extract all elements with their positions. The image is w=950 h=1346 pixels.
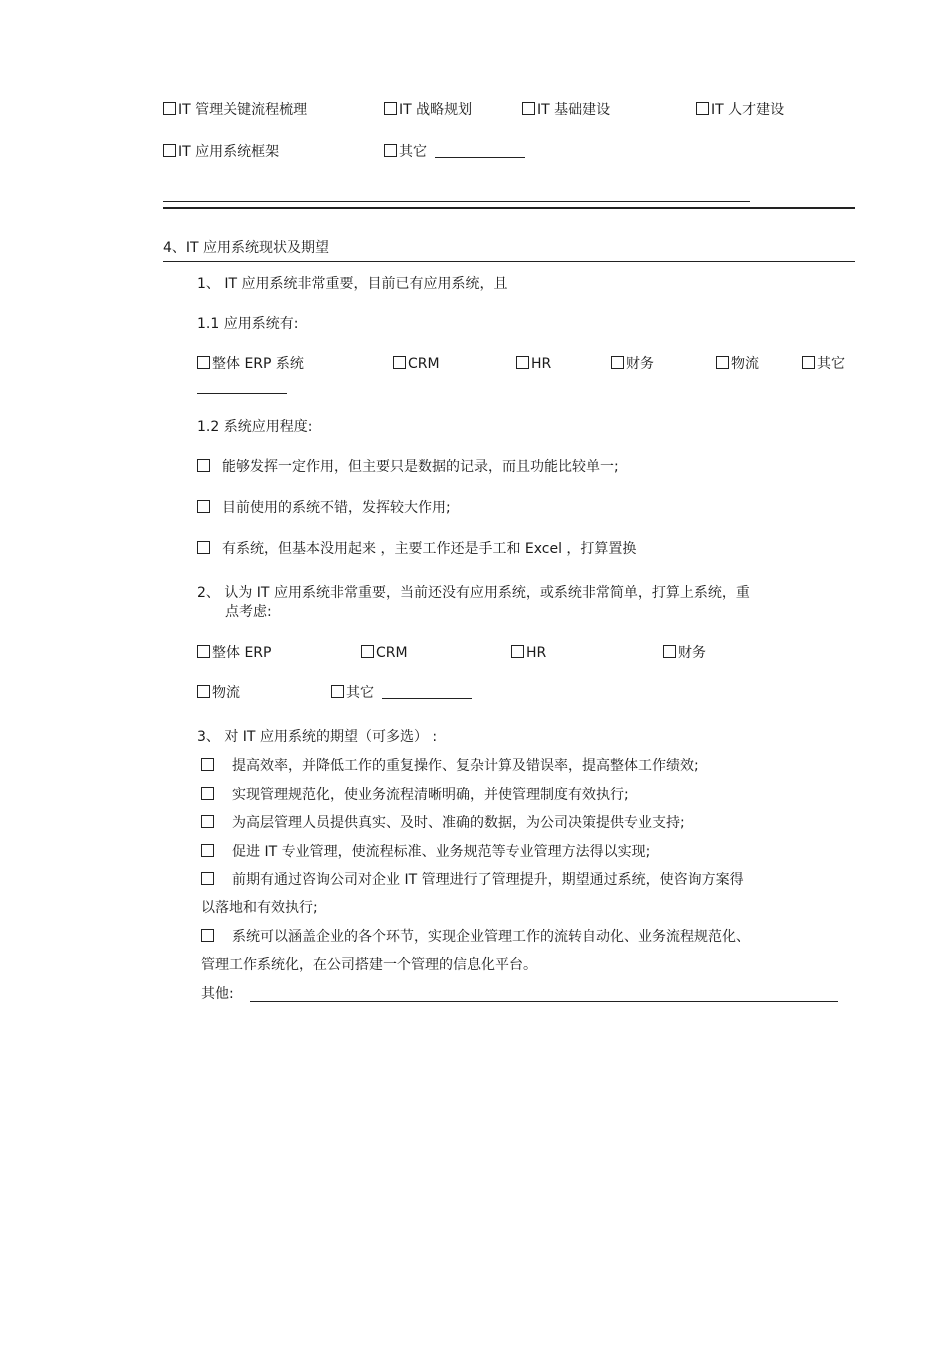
system-option-other[interactable] bbox=[802, 355, 845, 373]
checkbox[interactable] bbox=[201, 787, 214, 800]
fill-in-line[interactable] bbox=[163, 201, 750, 202]
option-label: 物流 bbox=[731, 356, 759, 372]
option-label: IT 人才建设 bbox=[711, 102, 785, 118]
subquestion-1-1-title: 1.1 应用系统有: bbox=[197, 316, 299, 332]
other-blank-line[interactable] bbox=[382, 684, 472, 699]
option-label: 提高效率，并降低工作的重复操作、复杂计算及错误率，提高整体工作绩效; bbox=[232, 758, 699, 774]
option-label: CRM bbox=[376, 645, 408, 661]
option-label: 能够发挥一定作用，但主要只是数据的记录，而且功能比较单一; bbox=[222, 459, 619, 475]
system-option-logistics[interactable] bbox=[716, 355, 759, 373]
option-label: 其它 bbox=[399, 144, 427, 160]
option-label: 系统可以涵盖企业的各个环节，实现企业管理工作的流转自动化、业务流程规范化、 bbox=[232, 929, 750, 945]
option-label: HR bbox=[526, 645, 547, 661]
option-label: 其它 bbox=[346, 685, 374, 701]
focus-option-logistics[interactable] bbox=[197, 684, 240, 702]
expectation-option-3[interactable] bbox=[201, 814, 685, 832]
other-expectation-line[interactable] bbox=[250, 1001, 838, 1002]
checkbox[interactable] bbox=[197, 459, 210, 472]
checkbox[interactable] bbox=[163, 144, 176, 157]
focus-option-crm[interactable] bbox=[361, 644, 408, 662]
level-option-3[interactable] bbox=[197, 540, 636, 558]
focus-option-other[interactable] bbox=[331, 684, 472, 702]
checkbox[interactable] bbox=[331, 685, 344, 698]
option-label: 物流 bbox=[212, 685, 240, 701]
expectation-option-5-cont: 以落地和有效执行; bbox=[201, 900, 318, 916]
option-label: HR bbox=[531, 356, 552, 372]
system-option-finance[interactable] bbox=[611, 355, 654, 373]
checkbox[interactable] bbox=[201, 815, 214, 828]
checkbox[interactable] bbox=[197, 685, 210, 698]
option-other[interactable] bbox=[384, 143, 525, 161]
level-option-2[interactable] bbox=[197, 499, 451, 517]
question-3-text: 3、 对 IT 应用系统的期望（可多选） : bbox=[197, 729, 438, 745]
option-label: 整体 ERP bbox=[212, 645, 272, 661]
system-option-crm[interactable] bbox=[393, 355, 440, 373]
checkbox[interactable] bbox=[393, 356, 406, 369]
checkbox[interactable] bbox=[197, 645, 210, 658]
checkbox[interactable] bbox=[201, 929, 214, 942]
checkbox[interactable] bbox=[611, 356, 624, 369]
option-label: 前期有通过咨询公司对企业 IT 管理进行了管理提升，期望通过系统，使咨询方案得 bbox=[232, 872, 744, 888]
option-it-framework[interactable] bbox=[163, 143, 279, 161]
checkbox[interactable] bbox=[201, 872, 214, 885]
checkbox[interactable] bbox=[201, 758, 214, 771]
option-it-strategy[interactable] bbox=[384, 101, 472, 119]
option-label: 为高层管理人员提供真实、及时、准确的数据，为公司决策提供专业支持; bbox=[232, 815, 685, 831]
other-blank-line[interactable] bbox=[197, 393, 287, 394]
option-label: IT 应用系统框架 bbox=[178, 144, 280, 160]
checkbox[interactable] bbox=[511, 645, 524, 658]
option-it-process[interactable] bbox=[163, 101, 307, 119]
question-2-text: 2、 认为 IT 应用系统非常重要，当前还没有应用系统，或系统非常简单，打算上系统，重 bbox=[197, 585, 750, 601]
checkbox[interactable] bbox=[696, 102, 709, 115]
option-label: 促进 IT 专业管理，使流程标准、业务规范等专业管理方法得以实现; bbox=[232, 844, 651, 860]
focus-option-erp[interactable] bbox=[197, 644, 271, 662]
question-2-text-cont: 点考虑: bbox=[225, 604, 272, 620]
expectation-option-5[interactable] bbox=[201, 871, 744, 889]
checkbox[interactable] bbox=[663, 645, 676, 658]
level-option-1[interactable] bbox=[197, 458, 619, 476]
checkbox[interactable] bbox=[802, 356, 815, 369]
option-it-talent[interactable] bbox=[696, 101, 784, 119]
checkbox[interactable] bbox=[361, 645, 374, 658]
checkbox[interactable] bbox=[384, 144, 397, 157]
option-label: IT 战略规划 bbox=[399, 102, 473, 118]
option-label: 目前使用的系统不错，发挥较大作用; bbox=[222, 500, 451, 516]
checkbox[interactable] bbox=[522, 102, 535, 115]
expectation-option-6[interactable] bbox=[201, 928, 750, 946]
option-it-infrastructure[interactable] bbox=[522, 101, 610, 119]
subquestion-1-2-title: 1.2 系统应用程度: bbox=[197, 419, 313, 435]
option-label: 有系统，但基本没用起来 ，主要工作还是手工和 Excel ，打算置换 bbox=[222, 541, 637, 557]
checkbox[interactable] bbox=[716, 356, 729, 369]
checkbox[interactable] bbox=[197, 500, 210, 513]
other-blank-line[interactable] bbox=[435, 143, 525, 158]
checkbox[interactable] bbox=[516, 356, 529, 369]
heading-underline bbox=[163, 261, 855, 262]
option-label: 财务 bbox=[678, 645, 706, 661]
expectation-option-4[interactable] bbox=[201, 843, 650, 861]
checkbox[interactable] bbox=[201, 844, 214, 857]
system-option-erp[interactable] bbox=[197, 355, 304, 373]
focus-option-hr[interactable] bbox=[511, 644, 546, 662]
option-label: 实现管理规范化，使业务流程清晰明确，并使管理制度有效执行; bbox=[232, 787, 629, 803]
option-label: 整体 ERP 系统 bbox=[212, 356, 304, 372]
expectation-option-6-cont: 管理工作系统化，在公司搭建一个管理的信息化平台。 bbox=[201, 957, 537, 973]
option-label: 财务 bbox=[626, 356, 654, 372]
section-divider bbox=[163, 207, 855, 209]
checkbox[interactable] bbox=[384, 102, 397, 115]
section-heading: 4、IT 应用系统现状及期望 bbox=[163, 240, 330, 256]
other-expectation-label: 其他: bbox=[201, 986, 234, 1002]
checkbox[interactable] bbox=[163, 102, 176, 115]
question-1-text: 1、 IT 应用系统非常重要，目前已有应用系统，且 bbox=[197, 276, 508, 292]
expectation-option-1[interactable] bbox=[201, 757, 699, 775]
option-label: CRM bbox=[408, 356, 440, 372]
checkbox[interactable] bbox=[197, 356, 210, 369]
checkbox[interactable] bbox=[197, 541, 210, 554]
option-label: IT 管理关键流程梳理 bbox=[178, 102, 308, 118]
option-label: 其它 bbox=[817, 356, 845, 372]
option-label: IT 基础建设 bbox=[537, 102, 611, 118]
focus-option-finance[interactable] bbox=[663, 644, 706, 662]
system-option-hr[interactable] bbox=[516, 355, 551, 373]
expectation-option-2[interactable] bbox=[201, 786, 629, 804]
